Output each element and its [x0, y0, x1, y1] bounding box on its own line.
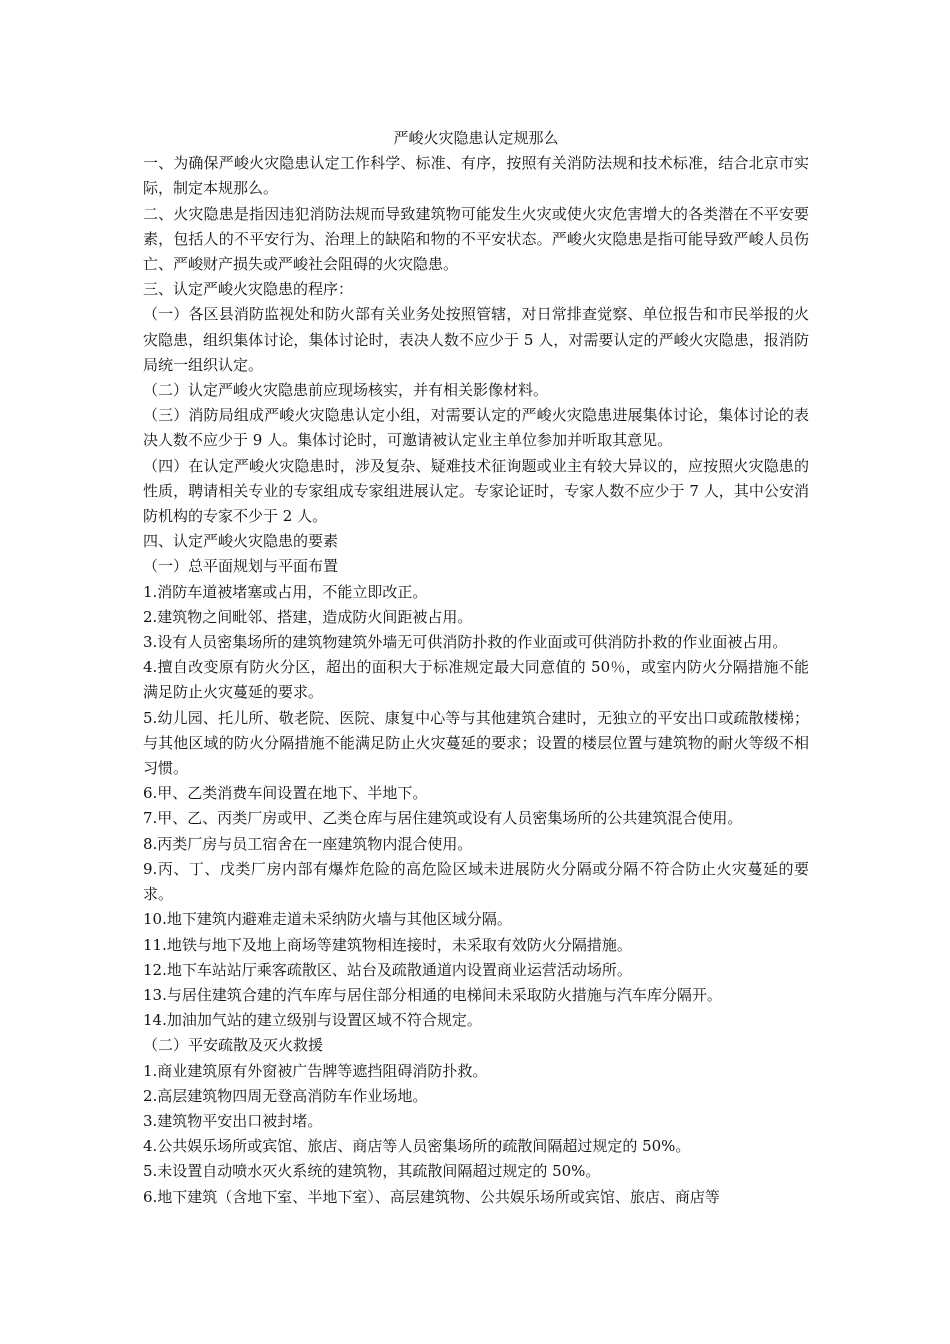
subsection-heading: （二）平安疏散及灭火救援: [143, 1036, 324, 1055]
paragraph: 一、为确保严峻火灾隐患认定工作科学、标准、有序，按照有关消防法规和技术标准，结合北京市实际，制定本规那么。: [143, 154, 809, 198]
list-item: 7.甲、乙、丙类厂房或甲、乙类仓库与居住建筑或设有人员密集场所的公共建筑混合使用。: [143, 809, 743, 828]
list-item: 12.地下车站站厅乘客疏散区、站台及疏散通道内设置商业运营活动场所。: [143, 960, 632, 979]
list-item: 6.地下建筑（含地下室、半地下室）、高层建筑物、公共娱乐场所或宾馆、旅店、商店等: [143, 1187, 720, 1206]
list-item: 6.甲、乙类消费车间设置在地下、半地下。: [143, 784, 428, 803]
section-heading: 四、认定严峻火灾隐患的要素: [143, 532, 339, 551]
subsection-heading: （一）总平面规划与平面布置: [143, 557, 339, 576]
list-item: 3.设有人员密集场所的建筑物建筑外墙无可供消防扑救的作业面或可供消防扑救的作业面被占用。: [143, 633, 788, 652]
list-item: 14.加油加气站的建立级别与设置区域不符合规定。: [143, 1011, 482, 1030]
list-item: 8.丙类厂房与员工宿舍在一座建筑物内混合使用。: [143, 834, 473, 853]
list-item: 5.未设置自动喷水灭火系统的建筑物，其疏散间隔超过规定的 50%。: [143, 1162, 601, 1181]
list-item: 2.建筑物之间毗邻、搭建，造成防火间距被占用。: [143, 607, 473, 626]
list-item: 11.地铁与地下及地上商场等建筑物相连接时，未采取有效防火分隔措施。: [143, 935, 632, 954]
list-item: 5.幼儿园、托儿所、敬老院、医院、康复中心等与其他建筑合建时，无独立的平安出口或疏散楼梯；与其他区域的防火分隔措施不能满足防止火灾蔓延的要求；设置的楼层位置与建筑物的耐火等级不相习惯。: [143, 708, 809, 778]
list-item: 1.商业建筑原有外窗被广告牌等遮挡阻碍消防扑救。: [143, 1061, 488, 1080]
list-item: 10.地下建筑内避难走道未采纳防火墙与其他区域分隔。: [143, 910, 512, 929]
list-item: 4.公共娱乐场所或宾馆、旅店、商店等人员密集场所的疏散间隔超过规定的 50%。: [143, 1137, 691, 1156]
list-item: 1.消防车道被堵塞或占用，不能立即改正。: [143, 582, 428, 601]
paragraph: （三）消防局组成严峻火灾隐患认定小组，对需要认定的严峻火灾隐患进展集体讨论，集体讨论的表决人数不应少于 9 人。集体讨论时，可邀请被认定业主单位参加并听取其意见。: [143, 406, 809, 450]
list-item: 13.与居住建筑合建的汽车库与居住部分相通的电梯间未采取防火措施与汽车库分隔开。: [143, 985, 722, 1004]
paragraph: （四）在认定严峻火灾隐患时，涉及复杂、疑难技术征询题或业主有较大异议的，应按照火灾隐患的性质，聘请相关专业的专家组成专家组进展认定。专家论证时，专家人数不应少于 7 人，其中公安消防机构的专家不少于 2 人。: [143, 456, 809, 526]
list-item: 9.丙、丁、戊类厂房内部有爆炸危险的高危险区域未进展防火分隔或分隔不符合防止火灾蔓延的要求。: [143, 859, 809, 904]
document-body: [143, 126, 809, 1210]
list-item: 2.高层建筑物四周无登高消防车作业场地。: [143, 1086, 428, 1105]
paragraph: （一）各区县消防监视处和防火部有关业务处按照管辖，对日常排查觉察、单位报告和市民举报的火灾隐患，组织集体讨论，集体讨论时，表决人数不应少于 5 人，对需要认定的严峻火灾隐患，报消防局统一组织认定。: [143, 305, 809, 374]
paragraph: （二）认定严峻火灾隐患前应现场核实，并有相关影像材料。: [143, 381, 549, 400]
list-item: 3.建筑物平安出口被封堵。: [143, 1111, 323, 1130]
paragraph: 二、火灾隐患是指因违犯消防法规而导致建筑物可能发生火灾或使火灾危害增大的各类潜在不平安要素，包括人的不平安行为、治理上的缺陷和物的不平安状态。严峻火灾隐患是指可能导致严峻人员伤亡、严峻财产损失或严峻社会阻碍的火灾隐患。: [143, 204, 809, 274]
document-title: 严峻火灾隐患认定规那么: [393, 129, 559, 147]
list-item: 4.擅自改变原有防火分区，超出的面积大于标准规定最大同意值的 50％，或室内防火分隔措施不能满足防止火灾蔓延的要求。: [143, 658, 809, 702]
paragraph: 三、认定严峻火灾隐患的程序：: [143, 280, 354, 299]
